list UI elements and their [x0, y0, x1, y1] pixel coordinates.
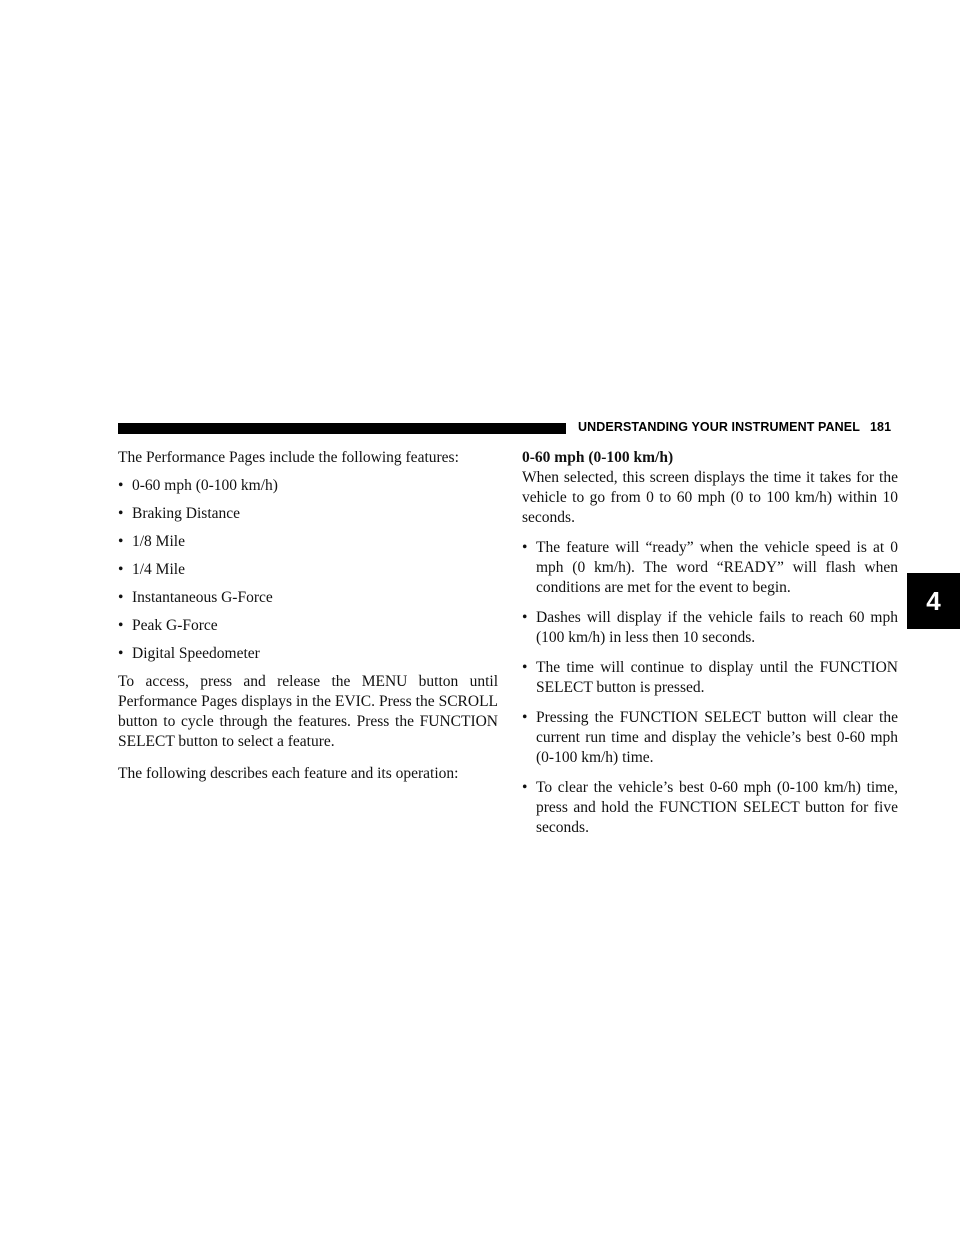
closing-text: The following describes each feature and its operation:: [118, 765, 459, 782]
header-rule: [118, 423, 566, 434]
feature-heading: 0-60 mph (0-100 km/h): [522, 449, 674, 466]
right-column: [522, 448, 898, 838]
bullet-icon: •: [118, 505, 124, 522]
section-title: UNDERSTANDING YOUR INSTRUMENT PANEL: [578, 420, 860, 434]
left-column: [118, 448, 498, 784]
bullet-icon: •: [522, 609, 528, 626]
list-item: • Peak G-Force: [118, 617, 218, 634]
feature-list: [118, 476, 498, 664]
list-item: • Braking Distance: [118, 505, 241, 522]
list-item: • 1/8 Mile: [118, 533, 185, 550]
bullet-icon: •: [118, 617, 124, 634]
bullet-icon: •: [118, 561, 124, 578]
intro-text: The Performance Pages include the following features:: [118, 449, 459, 466]
bullet-icon: •: [118, 645, 124, 662]
bullet-icon: •: [522, 539, 528, 556]
list-item: • Instantaneous G-Force: [118, 589, 273, 606]
list-item: • Digital Speedometer: [118, 645, 260, 662]
list-item: • 0-60 mph (0-100 km/h): [118, 477, 278, 494]
bullet-icon: •: [522, 779, 528, 796]
access-paragraph: To access, press and release the MENU button until Performance Pages displays in the EVIC. Press the SCROLL button to cycle through the features. Press the FUNCTION SELECT button to select a feature.: [118, 673, 498, 750]
feature-notes: [522, 538, 898, 838]
bullet-icon: •: [118, 589, 124, 606]
list-item: • Dashes will display if the vehicle fails to reach 60 mph (100 km/h) in less then 10 seconds.: [522, 609, 898, 646]
bullet-icon: •: [522, 709, 528, 726]
chapter-tab: 4: [907, 573, 960, 629]
list-item: • To clear the vehicle’s best 0-60 mph (0-100 km/h) time, press and hold the FUNCTION SELECT button for five seconds.: [522, 779, 898, 836]
list-item: • The time will continue to display until the FUNCTION SELECT button is pressed.: [522, 659, 898, 696]
feature-description: When selected, this screen displays the time it takes for the vehicle to go from 0 to 60 mph (0 to 100 km/h) within 10 seconds.: [522, 469, 898, 526]
page-number: 181: [869, 420, 892, 434]
bullet-icon: •: [118, 533, 124, 550]
list-item: • 1/4 Mile: [118, 561, 185, 578]
bullet-icon: •: [522, 659, 528, 676]
list-item: • Pressing the FUNCTION SELECT button will clear the current run time and display the vehicle’s best 0-60 mph (0-100 km/h) time.: [522, 709, 898, 766]
running-header: [578, 420, 891, 434]
bullet-icon: •: [118, 477, 124, 494]
list-item: • The feature will “ready” when the vehicle speed is at 0 mph (0 km/h). The word “READY” will flash when conditions are met for the event to begin.: [522, 539, 898, 596]
